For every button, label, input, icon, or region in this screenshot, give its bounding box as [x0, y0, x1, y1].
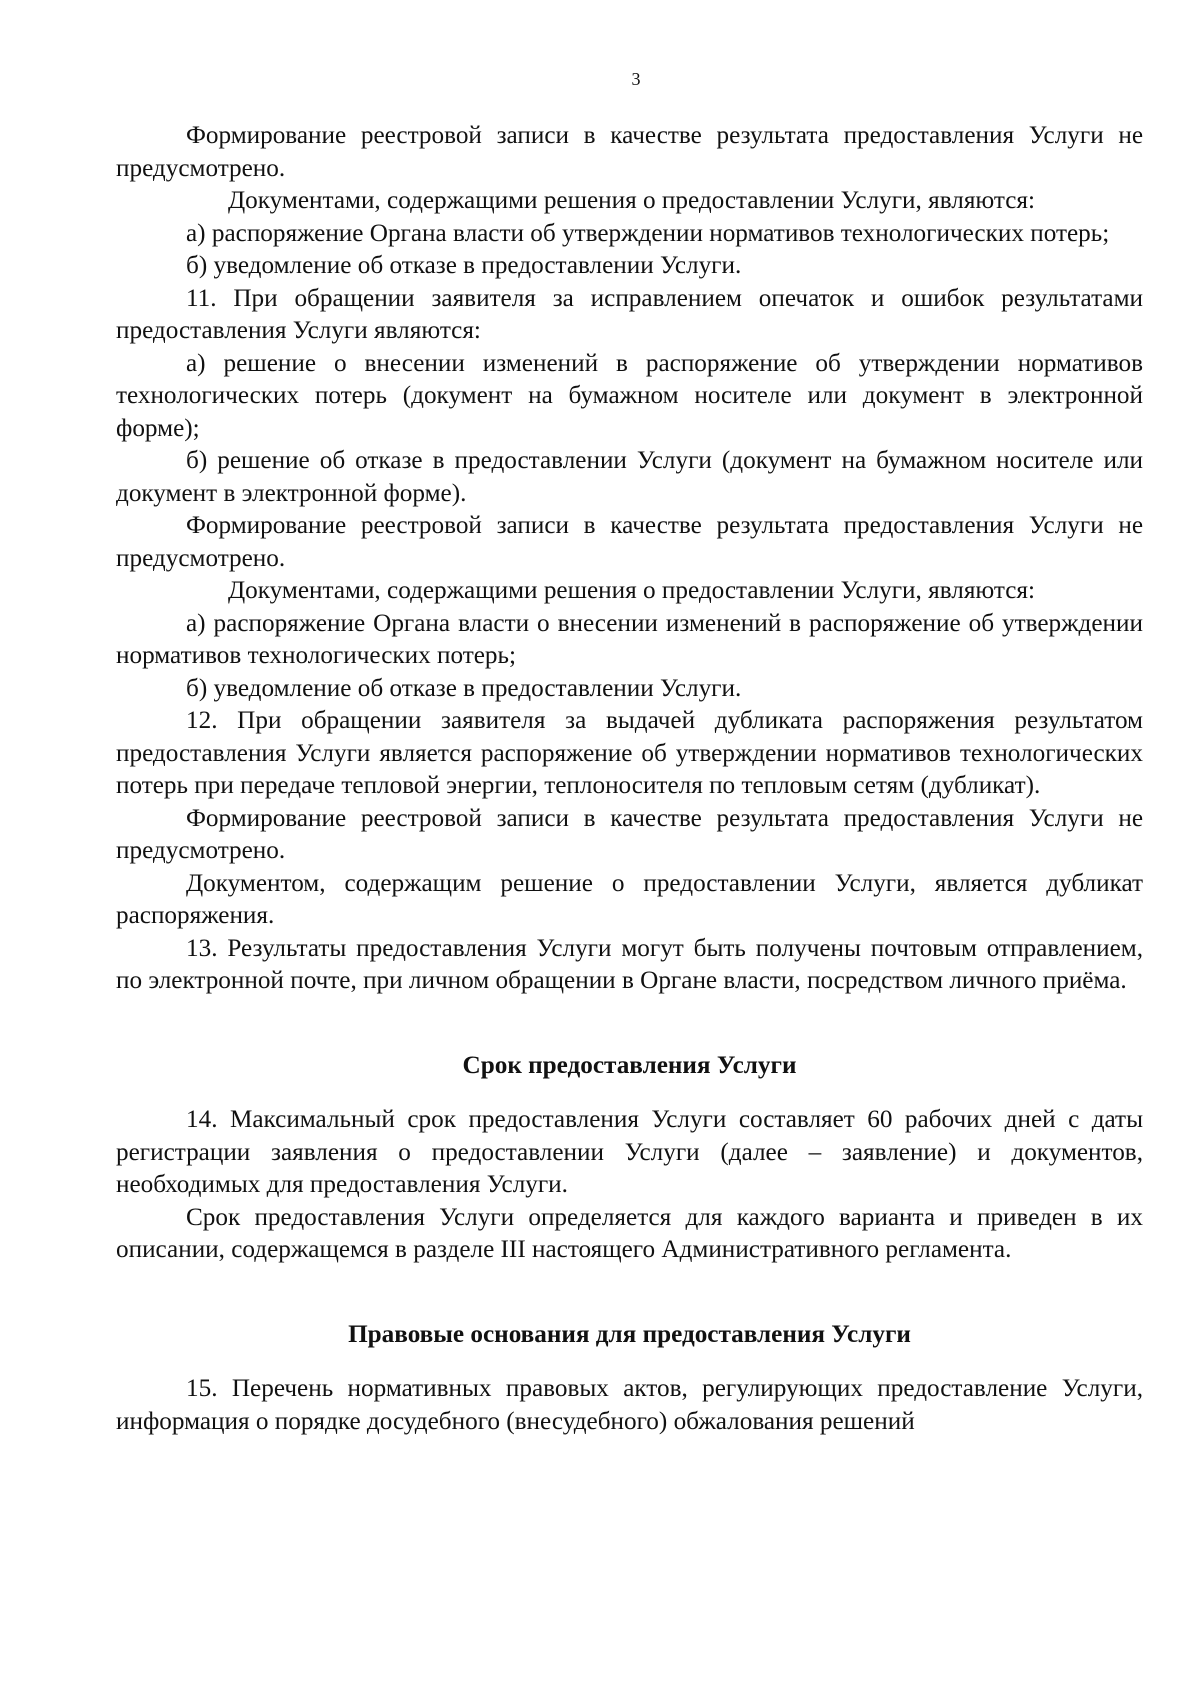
page-number: 3 [631, 69, 641, 89]
paragraph: 12. При обращении заявителя за выдачей дубликата распоряжения результатом предоставления Услуги является распоряжение об утверждении нормативов технологических потерь при передаче тепловой энергии, теплоносителя по тепловым сетям (дубликат). [116, 707, 1143, 799]
paragraph: б) уведомление об отказе в предоставлении Услуги. [186, 674, 742, 702]
section-results [116, 120, 1143, 998]
paragraph: 11. При обращении заявителя за исправлением опечаток и ошибок результатами предоставления Услуги являются: [116, 284, 1143, 344]
paragraph: 15. Перечень нормативных правовых актов, регулирующих предоставление Услуги, информация о порядке досудебного (внесудебного) обжалования решений [116, 1375, 1143, 1435]
section-heading: Правовые основания для предоставления Услуги [348, 1320, 911, 1348]
paragraph: Формирование реестровой записи в качестве результата предоставления Услуги не предусмотрено. [116, 804, 1143, 864]
document-body [116, 120, 1143, 1438]
paragraph: а) распоряжение Органа власти об утверждении нормативов технологических потерь; [186, 219, 1110, 247]
paragraph: а) распоряжение Органа власти о внесении изменений в распоряжение об утверждении нормативов технологических потерь; [116, 609, 1143, 669]
paragraph: а) решение о внесении изменений в распоряжение об утверждении нормативов технологических потерь (документ на бумажном носителе или документ в электронной форме); [116, 349, 1143, 442]
paragraph: 14. Максимальный срок предоставления Услуги составляет 60 рабочих дней с даты регистрации заявления о предоставлении Услуги (далее – заявление) и документов, необходимых для предоставления Услуги. [116, 1106, 1143, 1198]
paragraph: б) решение об отказе в предоставлении Услуги (документ на бумажном носителе или документ в электронной форме). [116, 447, 1143, 507]
paragraph: Формирование реестровой записи в качестве результата предоставления Услуги не предусмотрено. [116, 512, 1143, 572]
paragraph: б) уведомление об отказе в предоставлении Услуги. [186, 252, 742, 279]
section-heading: Срок предоставления Услуги [462, 1051, 797, 1079]
paragraph: Документами, содержащими решения о предоставлении Услуги, являются: [228, 187, 1035, 214]
paragraph: Документом, содержащим решение о предоставлении Услуги, является дубликат распоряжения. [116, 869, 1143, 929]
section-legal-basis [116, 1319, 1143, 1439]
paragraph: Документами, содержащими решения о предоставлении Услуги, являются: [228, 577, 1035, 604]
paragraph: 13. Результаты предоставления Услуги могут быть получены почтовым отправлением, по электронной почте, при личном обращении в Органе власти, посредством личного приёма. [116, 934, 1143, 994]
section-term [116, 1050, 1143, 1267]
paragraph: Срок предоставления Услуги определяется для каждого варианта и приведен в их описании, содержащемся в разделе III настоящего Административного регламента. [116, 1203, 1143, 1263]
paragraph: Формирование реестровой записи в качестве результата предоставления Услуги не предусмотрено. [116, 122, 1143, 182]
